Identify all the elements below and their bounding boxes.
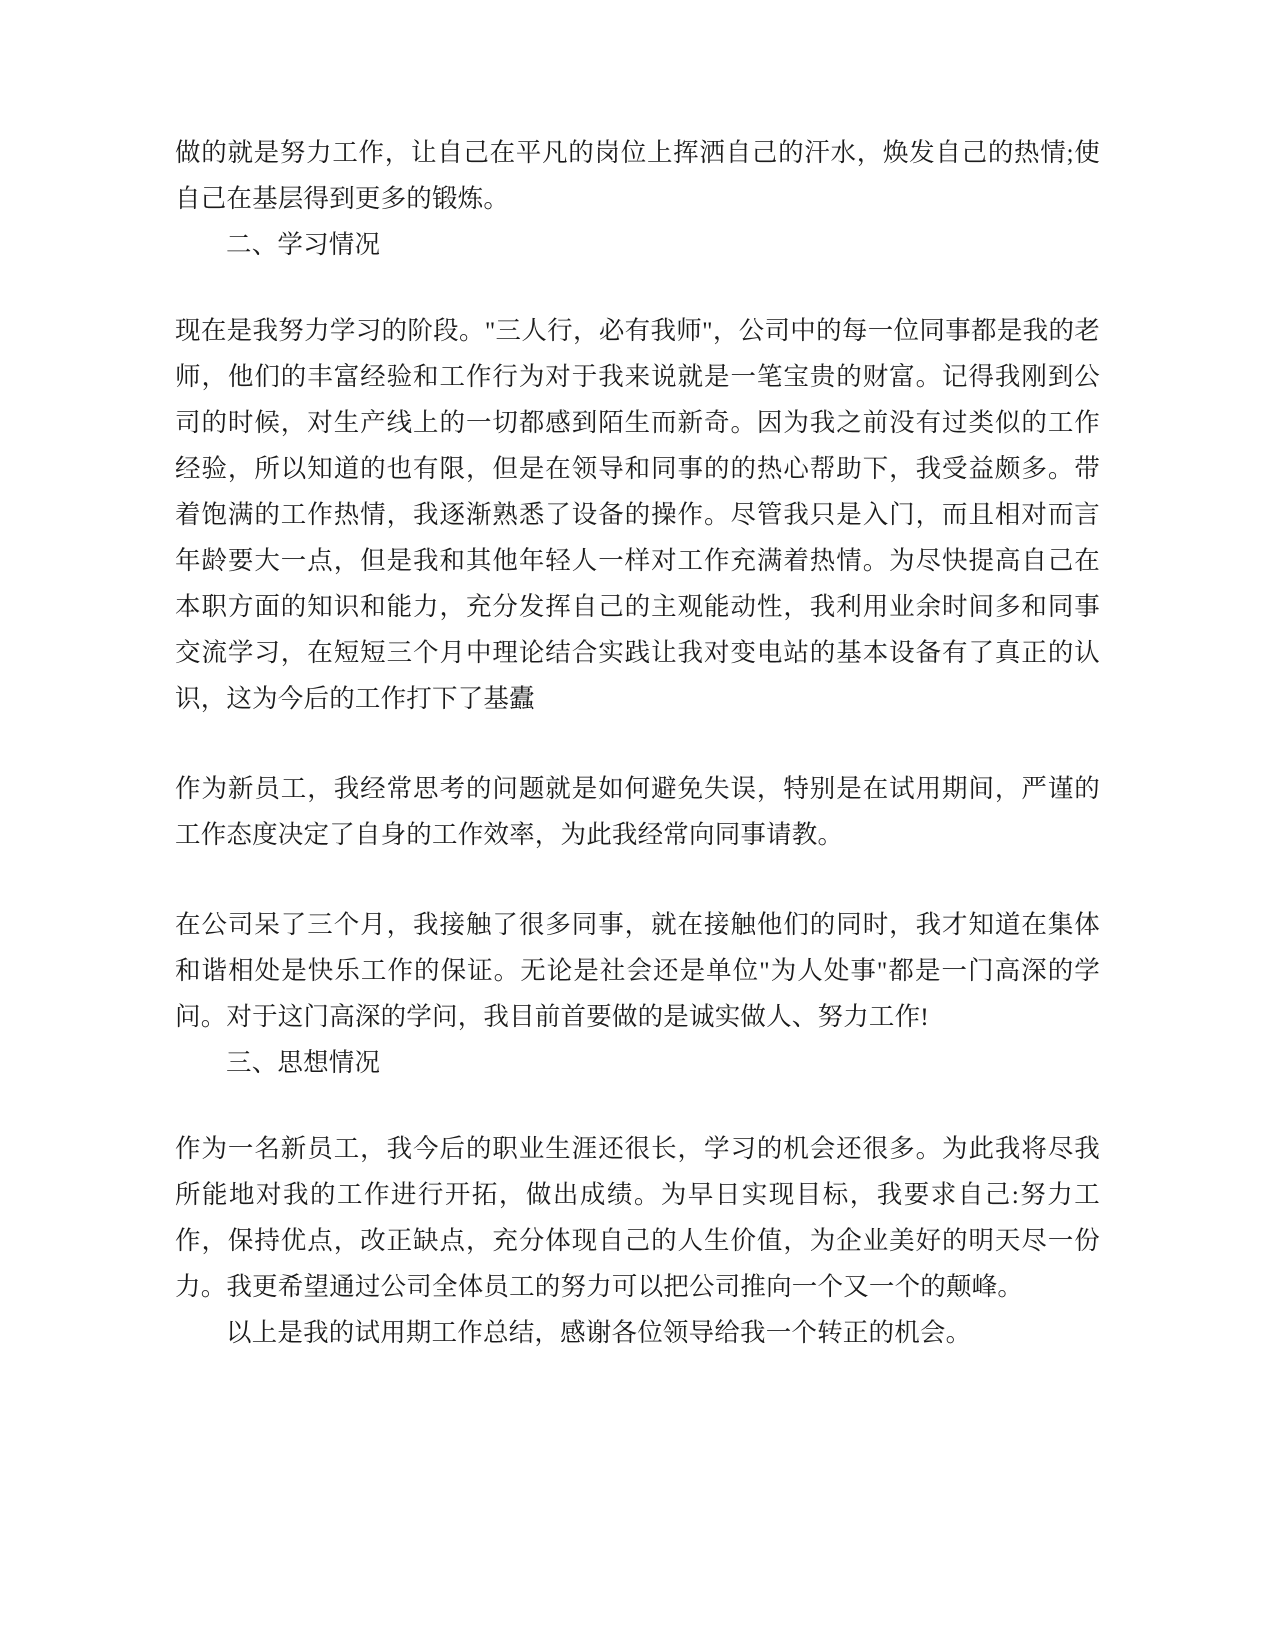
paragraph-spacer bbox=[175, 1086, 1100, 1126]
paragraph-4: 在公司呆了三个月，我接触了很多同事，就在接触他们的同时，我才知道在集体和谐相处是快乐工作的保证。无论是社会还是单位"为人处事"都是一门高深的学问。对于这门高深的学问，我目前首要做的是诚实做人、努力工作! bbox=[175, 910, 1100, 1031]
paragraph-3: 作为新员工，我经常思考的问题就是如何避免失误，特别是在试用期间，严谨的工作态度决定了自身的工作效率，为此我经常向同事请教。 bbox=[175, 774, 1100, 849]
paragraph-spacer bbox=[175, 858, 1100, 902]
document-body bbox=[175, 130, 1100, 1356]
section-heading-2: 二、学习情况 bbox=[226, 230, 381, 259]
paragraph-2: 现在是我努力学习的阶段。"三人行，必有我师"，公司中的每一位同事都是我的老师，他们的丰富经验和工作行为对于我来说就是一笔宝贵的财富。记得我刚到公司的时候，对生产线上的一切都感到陌生而新奇。因为我之前没有过类似的工作经验，所以知道的也有限，但是在领导和同事的的热心帮助下，我受益颇多。带着饱满的工作热情，我逐渐熟悉了设备的操作。尽管我只是入门，而且相对而言年龄要大一点，但是我和其他年轻人一样对工作充满着热情。为尽快提高自己在本职方面的知识和能力，充分发挥自己的主观能动性，我利用业余时间多和同事交流学习，在短短三个月中理论结合实践让我对变电站的基本设备有了真正的认识，这为今后的工作打下了基蠹 bbox=[175, 316, 1100, 713]
paragraph-spacer bbox=[175, 722, 1100, 766]
paragraph-6: 以上是我的试用期工作总结，感谢各位领导给我一个转正的机会。 bbox=[226, 1318, 972, 1347]
paragraph-5: 作为一名新员工，我今后的职业生涯还很长，学习的机会还很多。为此我将尽我所能地对我的工作进行开拓，做出成绩。为早日实现目标，我要求自己:努力工作，保持优点，改正缺点，充分体现自己的人生价值，为企业美好的明天尽一份力。我更希望通过公司全体员工的努力可以把公司推向一个又一个的颠峰。 bbox=[175, 1134, 1100, 1301]
section-heading-3: 三、思想情况 bbox=[226, 1048, 381, 1077]
paragraph-1: 做的就是努力工作，让自己在平凡的岗位上挥洒自己的汗水，焕发自己的热情;使自己在基层得到更多的锻炼。 bbox=[175, 138, 1100, 213]
paragraph-spacer bbox=[175, 268, 1100, 308]
